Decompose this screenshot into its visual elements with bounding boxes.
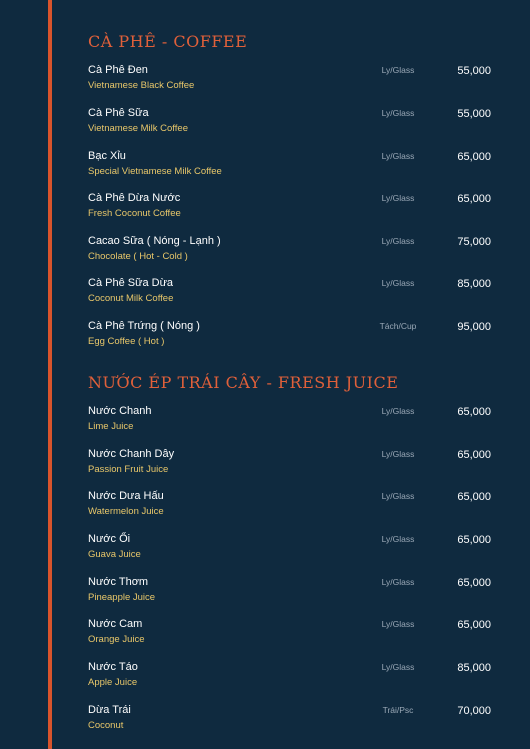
item-unit: Ly/Glass — [381, 65, 415, 75]
item-english-name: Watermelon Juice — [88, 506, 164, 517]
item-english-name: Lime Juice — [88, 421, 134, 432]
item-price: 65,000 — [457, 619, 491, 631]
item-name: Cà Phê Sữa — [88, 107, 149, 119]
item-english-name: Vietnamese Black Coffee — [88, 80, 195, 91]
item-unit: Ly/Glass — [381, 491, 415, 501]
item-unit: Ly/Glass — [381, 577, 415, 587]
menu-item — [88, 448, 498, 482]
item-english-name: Guava Juice — [88, 549, 141, 560]
item-unit: Ly/Glass — [381, 662, 415, 672]
section-title-coffee: CÀ PHÊ - COFFEE — [88, 32, 248, 51]
item-unit: Ly/Glass — [381, 534, 415, 544]
menu-item — [88, 405, 498, 439]
item-name: Cà Phê Trứng ( Nóng ) — [88, 320, 200, 332]
accent-bar — [48, 0, 52, 749]
item-name: Nước Cam — [88, 618, 143, 630]
item-name: Nước Chanh Dây — [88, 448, 175, 460]
menu-item — [88, 150, 498, 184]
item-name: Cà Phê Dừa Nước — [88, 192, 181, 204]
item-english-name: Pineapple Juice — [88, 592, 156, 603]
menu-item — [88, 192, 498, 226]
item-name: Cà Phê Sữa Dừa — [88, 277, 174, 289]
item-price: 65,000 — [457, 534, 491, 546]
item-price: 70,000 — [457, 705, 491, 717]
item-price: 75,000 — [457, 236, 491, 248]
item-name: Cacao Sữa ( Nóng - Lạnh ) — [88, 235, 221, 247]
item-unit: Ly/Glass — [381, 449, 415, 459]
item-name: Dừa Trái — [88, 704, 131, 716]
item-unit: Ly/Glass — [381, 108, 415, 118]
item-name: Nước Dưa Hấu — [88, 490, 164, 502]
item-english-name: Orange Juice — [88, 634, 145, 645]
item-english-name: Coconut — [88, 720, 124, 731]
menu-item — [88, 661, 498, 695]
item-price: 65,000 — [457, 491, 491, 503]
item-name: Nước Ổi — [88, 533, 131, 545]
item-price: 55,000 — [457, 108, 491, 120]
menu-item — [88, 64, 498, 98]
item-unit: Ly/Glass — [381, 278, 415, 288]
menu-item — [88, 320, 498, 354]
item-price: 85,000 — [457, 662, 491, 674]
item-unit: Ly/Glass — [381, 151, 415, 161]
item-price: 55,000 — [457, 65, 491, 77]
item-unit: Trái/Psc — [382, 705, 414, 715]
menu-item — [88, 704, 498, 738]
menu-item — [88, 277, 498, 311]
item-unit: Tách/Cup — [379, 321, 417, 331]
item-english-name: Apple Juice — [88, 677, 138, 688]
item-name: Nước Chanh — [88, 405, 152, 417]
menu-item — [88, 490, 498, 524]
item-price: 85,000 — [457, 278, 491, 290]
item-name: Nước Táo — [88, 661, 138, 673]
menu-item — [88, 618, 498, 652]
item-price: 65,000 — [457, 193, 491, 205]
item-english-name: Vietnamese Milk Coffee — [88, 123, 188, 134]
item-english-name: Passion Fruit Juice — [88, 464, 169, 475]
item-price: 95,000 — [457, 321, 491, 333]
item-name: Cà Phê Đen — [88, 64, 148, 76]
item-english-name: Egg Coffee ( Hot ) — [88, 336, 165, 347]
item-price: 65,000 — [457, 406, 491, 418]
item-english-name: Fresh Coconut Coffee — [88, 208, 181, 219]
menu-item — [88, 533, 498, 567]
menu-item — [88, 107, 498, 141]
item-unit: Ly/Glass — [381, 406, 415, 416]
item-price: 65,000 — [457, 449, 491, 461]
item-english-name: Special Vietnamese Milk Coffee — [88, 166, 222, 177]
menu-item — [88, 235, 498, 269]
item-english-name: Coconut Milk Coffee — [88, 293, 174, 304]
menu-item — [88, 576, 498, 610]
item-unit: Ly/Glass — [381, 619, 415, 629]
item-name: Nước Thơm — [88, 576, 149, 588]
item-name: Bạc Xỉu — [88, 150, 126, 162]
item-price: 65,000 — [457, 577, 491, 589]
item-unit: Ly/Glass — [381, 236, 415, 246]
item-unit: Ly/Glass — [381, 193, 415, 203]
item-price: 65,000 — [457, 151, 491, 163]
section-title-juice: NƯỚC ÉP TRÁI CÂY - FRESH JUICE — [88, 373, 399, 392]
item-english-name: Chocolate ( Hot - Cold ) — [88, 251, 188, 262]
